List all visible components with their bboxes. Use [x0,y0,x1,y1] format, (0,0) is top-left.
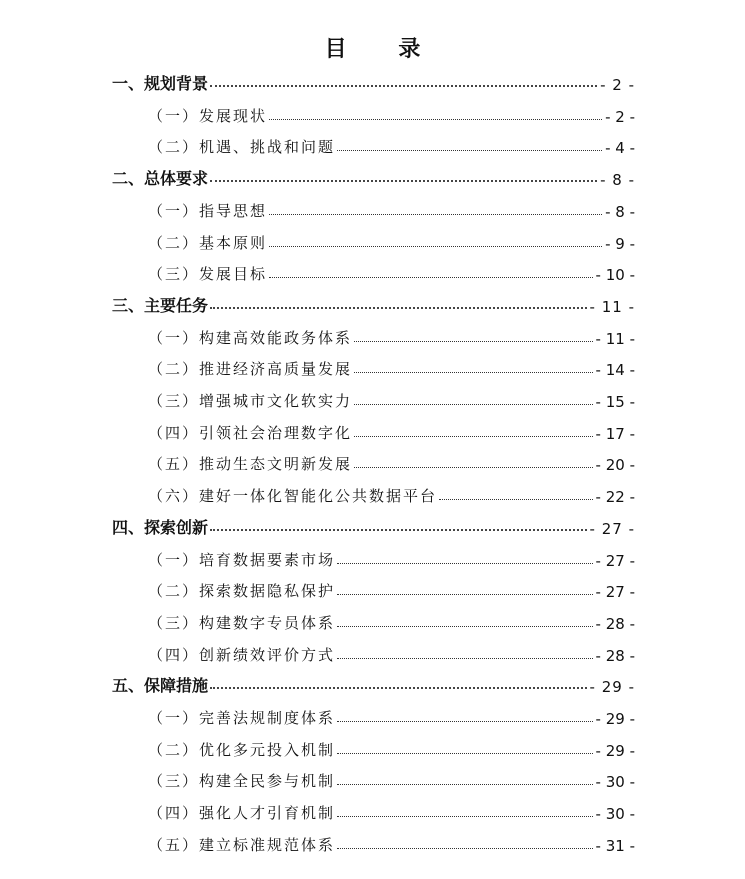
page-title: 目 录 [324,37,443,62]
toc-subsection-entry[interactable] [0,225,745,253]
toc-entry-label: （三）构建全民参与机制 [148,772,336,791]
dot-leader [269,214,602,215]
toc-subsection-entry[interactable] [0,415,745,443]
toc-subsection-entry[interactable] [0,763,745,791]
toc-page-number: - 8 - [600,171,635,190]
toc-section-entry[interactable] [0,510,745,538]
dot-leader [337,784,593,785]
toc-page-number: - 30 - [595,773,635,792]
toc-page-number: - 29 - [595,710,635,728]
toc-entry-label: （三）增强城市文化软实力 [148,392,353,410]
toc-subsection-entry[interactable] [0,383,745,411]
dot-leader [210,687,587,689]
toc-entry-label: （二）探索数据隐私保护 [148,582,336,601]
toc-entry-label: （四）强化人才引育机制 [148,804,336,823]
dot-leader [439,499,593,500]
toc-entry-label: 三、主要任务 [112,295,209,315]
toc-section-entry[interactable] [0,161,745,189]
toc-entry-label: （二）推进经济高质量发展 [148,360,353,379]
toc-subsection-entry[interactable] [0,605,745,633]
toc-subsection-entry[interactable] [0,129,745,157]
toc-entry-label: 二、总体要求 [112,169,209,189]
toc-section-entry[interactable] [0,288,745,316]
toc-entry-label: （一）完善法规制度体系 [148,709,336,727]
toc-entry-label: （一）发展现状 [148,106,268,125]
toc-page-number: - 8 - [605,202,635,221]
dot-leader [354,436,593,437]
toc-page-number: - 15 - [595,393,635,411]
toc-entry-label: （五）推动生态文明新发展 [148,455,353,474]
toc-subsection-entry[interactable] [0,98,745,126]
toc-page-number: - 11 - [595,329,635,348]
toc-page-number: - 28 - [595,614,635,633]
toc-page-number: - 27 - [589,519,635,538]
toc-entry-label: （三）构建数字专员体系 [148,613,336,632]
toc-entry-label: （四）创新绩效评价方式 [148,645,336,664]
dot-leader [337,658,593,659]
dot-leader [337,848,593,849]
dot-leader [337,594,593,595]
toc-subsection-entry[interactable] [0,193,745,221]
toc-subsection-entry[interactable] [0,446,745,474]
toc-entry-label: （五）建立标准规范体系 [148,835,336,854]
toc-page-number: - 2 - [605,107,635,126]
toc-subsection-entry[interactable] [0,732,745,760]
dot-leader [354,467,593,468]
toc-subsection-entry[interactable] [0,700,745,728]
toc-entry-label: （一）构建高效能政务体系 [148,328,353,347]
toc-page-number: - 10 - [595,266,635,285]
dot-leader [337,753,593,754]
toc-entry-label: （一）指导思想 [148,201,268,220]
toc-entry-label: （六）建好一体化智能化公共数据平台 [148,487,438,506]
toc-subsection-entry[interactable] [0,637,745,665]
toc-entry-label: （一）培育数据要素市场 [148,550,336,569]
toc-section-entry[interactable] [0,668,745,696]
toc-page-number: - 30 - [595,805,635,824]
toc-subsection-entry[interactable] [0,320,745,348]
toc-section-entry[interactable] [0,66,745,94]
dot-leader [210,529,587,531]
dot-leader [337,626,593,627]
toc-page-number: - 20 - [595,456,635,475]
dot-leader [269,277,593,278]
dot-leader [354,341,593,342]
toc-entry-label: 四、探索创新 [112,517,209,537]
toc-entry-label: （二）机遇、挑战和问题 [148,138,336,157]
toc-page-number: - 29 - [589,678,635,697]
toc-subsection-entry[interactable] [0,573,745,601]
dot-leader [337,563,593,564]
toc-subsection-entry[interactable] [0,542,745,570]
toc-page-number: - 22 - [595,488,635,507]
dot-leader [354,404,593,405]
dot-leader [210,307,587,309]
toc-subsection-entry[interactable] [0,827,745,855]
toc-subsection-entry[interactable] [0,351,745,379]
toc-page-number: - 31 - [595,836,635,855]
toc-entry-label: （三）发展目标 [148,265,268,284]
dot-leader [210,85,597,87]
toc-page-number: - 28 - [595,646,635,665]
toc-subsection-entry[interactable] [0,256,745,284]
toc-entry-label: 一、规划背景 [112,74,209,93]
dot-leader [354,372,593,373]
toc-page-number: - 17 - [595,424,635,443]
toc-page-number: - 27 - [595,583,635,602]
toc-page-number: - 27 - [595,551,635,570]
toc-subsection-entry[interactable] [0,795,745,823]
toc-entry-label: （二）优化多元投入机制 [148,740,336,759]
dot-leader [269,246,602,247]
toc-page-number: - 4 - [605,139,635,158]
toc-entry-label: 五、保障措施 [112,676,209,696]
dot-leader [269,119,602,120]
toc-entry-label: （四）引领社会治理数字化 [148,423,353,442]
toc-page-number: - 29 - [595,741,635,760]
toc-page-number: - 14 - [595,361,635,380]
toc-page-number: - 2 - [600,76,635,94]
toc-subsection-entry[interactable] [0,478,745,506]
dot-leader [210,180,597,182]
dot-leader [337,150,602,151]
toc-page-number: - 9 - [605,234,635,253]
dot-leader [337,816,593,817]
toc-page-number: - 11 - [589,297,635,316]
toc-entry-label: （二）基本原则 [148,233,268,252]
dot-leader [337,721,593,722]
